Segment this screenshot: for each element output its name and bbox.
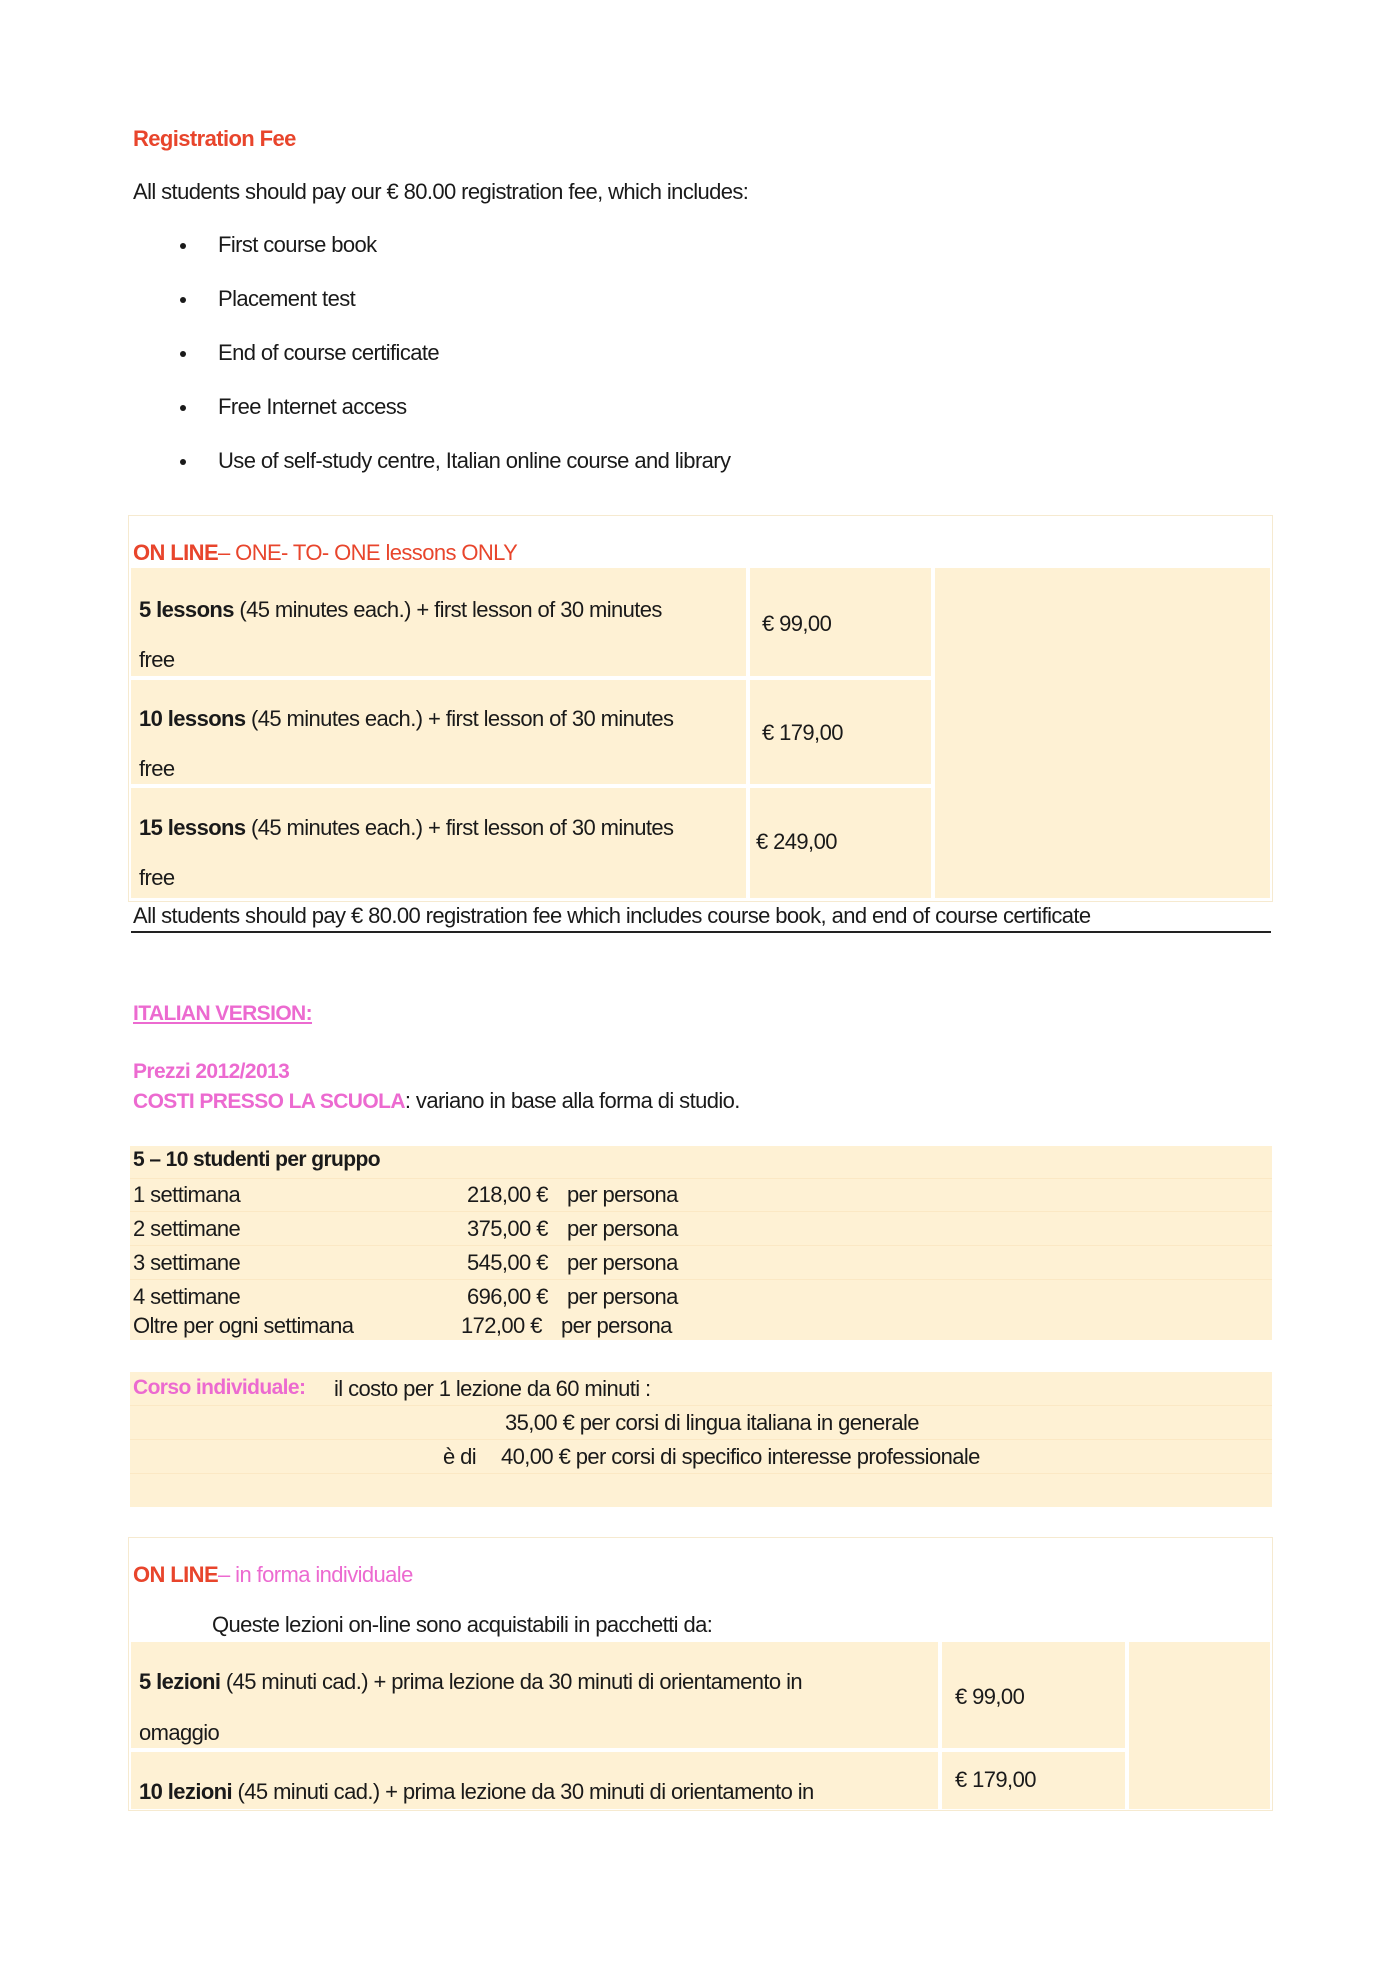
group-row-label: Oltre per ogni settimana bbox=[133, 1313, 354, 1338]
row-divider bbox=[130, 1211, 1272, 1212]
bullet-icon bbox=[180, 459, 186, 465]
group-row-unit: per persona bbox=[567, 1250, 678, 1275]
online-en-row-2-cont: free bbox=[139, 756, 175, 781]
online-it-cell bbox=[131, 1642, 938, 1748]
prices-label: Prezzi 2012/2013 bbox=[133, 1060, 290, 1083]
online-label: ON LINE bbox=[133, 540, 219, 565]
lesson-count: 15 lessons bbox=[139, 815, 246, 840]
online-it-row-1-cont: omaggio bbox=[139, 1720, 220, 1745]
group-row-unit: per persona bbox=[561, 1313, 672, 1338]
individual-line1: 35,00 € per corsi di lingua italiana in generale bbox=[505, 1410, 919, 1435]
lesson-desc: (45 minuti cad.) + prima lezione da 30 minuti di orientamento in bbox=[232, 1779, 814, 1804]
bullet-icon bbox=[180, 297, 186, 303]
row-divider bbox=[130, 1279, 1272, 1280]
individual-intro: il costo per 1 lezione da 60 minuti : bbox=[334, 1376, 651, 1401]
group-title: 5 – 10 studenti per gruppo bbox=[133, 1148, 380, 1171]
lesson-count: 10 lezioni bbox=[139, 1779, 233, 1804]
online-en-cell bbox=[935, 568, 1270, 898]
online-en-row-1-cont: free bbox=[139, 647, 175, 672]
individual-edi: è di bbox=[443, 1444, 477, 1469]
online-it-header-rest: – in forma individuale bbox=[218, 1562, 413, 1587]
online-en-footer: All students should pay € 80.00 registration fee which includes course book, and end of course certificate bbox=[133, 903, 1091, 928]
group-bg bbox=[130, 1146, 1272, 1340]
bullet-icon bbox=[180, 243, 186, 249]
online-label: ON LINE bbox=[133, 1562, 219, 1587]
group-row-price: 545,00 € bbox=[467, 1250, 548, 1275]
lesson-count: 10 lessons bbox=[139, 706, 246, 731]
online-en-price-2: € 179,00 bbox=[762, 720, 843, 745]
group-row-price: 218,00 € bbox=[467, 1182, 548, 1207]
online-en-row-2 bbox=[139, 706, 673, 732]
costs-label: COSTI PRESSO LA SCUOLA bbox=[133, 1090, 405, 1113]
online-en-cell bbox=[131, 788, 746, 898]
online-it-price-1: € 99,00 bbox=[955, 1684, 1025, 1709]
online-it-subtitle: Queste lezioni on-line sono acquistabili in pacchetti da: bbox=[212, 1612, 713, 1637]
group-row-label: 4 settimane bbox=[133, 1284, 241, 1309]
bullet-icon bbox=[180, 405, 186, 411]
online-it-cell bbox=[1129, 1642, 1270, 1809]
lesson-count: 5 lezioni bbox=[139, 1669, 221, 1694]
group-row-price: 172,00 € bbox=[461, 1313, 542, 1338]
online-en-header bbox=[133, 540, 517, 566]
list-item: Free Internet access bbox=[218, 394, 407, 419]
online-it-row-1 bbox=[139, 1669, 802, 1695]
costs-line bbox=[133, 1088, 740, 1114]
group-row-price: 696,00 € bbox=[467, 1284, 548, 1309]
list-item: End of course certificate bbox=[218, 340, 440, 365]
list-item: Use of self-study centre, Italian online course and library bbox=[218, 448, 731, 473]
online-it-header bbox=[133, 1562, 413, 1588]
registration-title: Registration Fee bbox=[133, 126, 296, 151]
group-row-unit: per persona bbox=[567, 1216, 678, 1241]
individual-line2: 40,00 € per corsi di specifico interesse professionale bbox=[501, 1444, 980, 1469]
row-divider bbox=[130, 1245, 1272, 1246]
individual-label: Corso individuale: bbox=[133, 1376, 306, 1399]
list-item: First course book bbox=[218, 232, 377, 257]
footer-rule bbox=[131, 931, 1271, 933]
costs-text: : variano in base alla forma di studio. bbox=[404, 1088, 740, 1113]
group-row-unit: per persona bbox=[567, 1284, 678, 1309]
bullet-icon bbox=[180, 351, 186, 357]
online-en-price-3: € 249,00 bbox=[756, 829, 837, 854]
lesson-desc: (45 minutes each.) + first lesson of 30 minutes bbox=[245, 706, 674, 731]
online-en-row-3-cont: free bbox=[139, 865, 175, 890]
lesson-desc: (45 minutes each.) + first lesson of 30 minutes bbox=[245, 815, 674, 840]
row-divider bbox=[130, 1405, 1272, 1406]
italian-version-label: ITALIAN VERSION: bbox=[133, 1002, 313, 1025]
registration-intro: All students should pay our € 80.00 registration fee, which includes: bbox=[133, 179, 749, 204]
online-it-price-2: € 179,00 bbox=[955, 1767, 1036, 1792]
online-en-cell bbox=[131, 680, 746, 784]
row-divider bbox=[130, 1178, 1272, 1179]
online-en-price-1: € 99,00 bbox=[762, 611, 832, 636]
online-en-row-1 bbox=[139, 597, 662, 623]
row-divider bbox=[130, 1473, 1272, 1474]
group-row-unit: per persona bbox=[567, 1182, 678, 1207]
lesson-desc: (45 minutes each.) + first lesson of 30 minutes bbox=[233, 597, 662, 622]
lesson-desc: (45 minuti cad.) + prima lezione da 30 minuti di orientamento in bbox=[220, 1669, 803, 1694]
group-row-label: 3 settimane bbox=[133, 1250, 241, 1275]
row-divider bbox=[130, 1439, 1272, 1440]
list-item: Placement test bbox=[218, 286, 356, 311]
online-en-header-rest: – ONE- TO- ONE lessons ONLY bbox=[218, 540, 518, 565]
online-it-row-2 bbox=[139, 1779, 814, 1805]
group-row-price: 375,00 € bbox=[467, 1216, 548, 1241]
group-row-label: 1 settimana bbox=[133, 1182, 241, 1207]
online-en-row-3 bbox=[139, 815, 673, 841]
group-row-label: 2 settimane bbox=[133, 1216, 241, 1241]
lesson-count: 5 lessons bbox=[139, 597, 234, 622]
